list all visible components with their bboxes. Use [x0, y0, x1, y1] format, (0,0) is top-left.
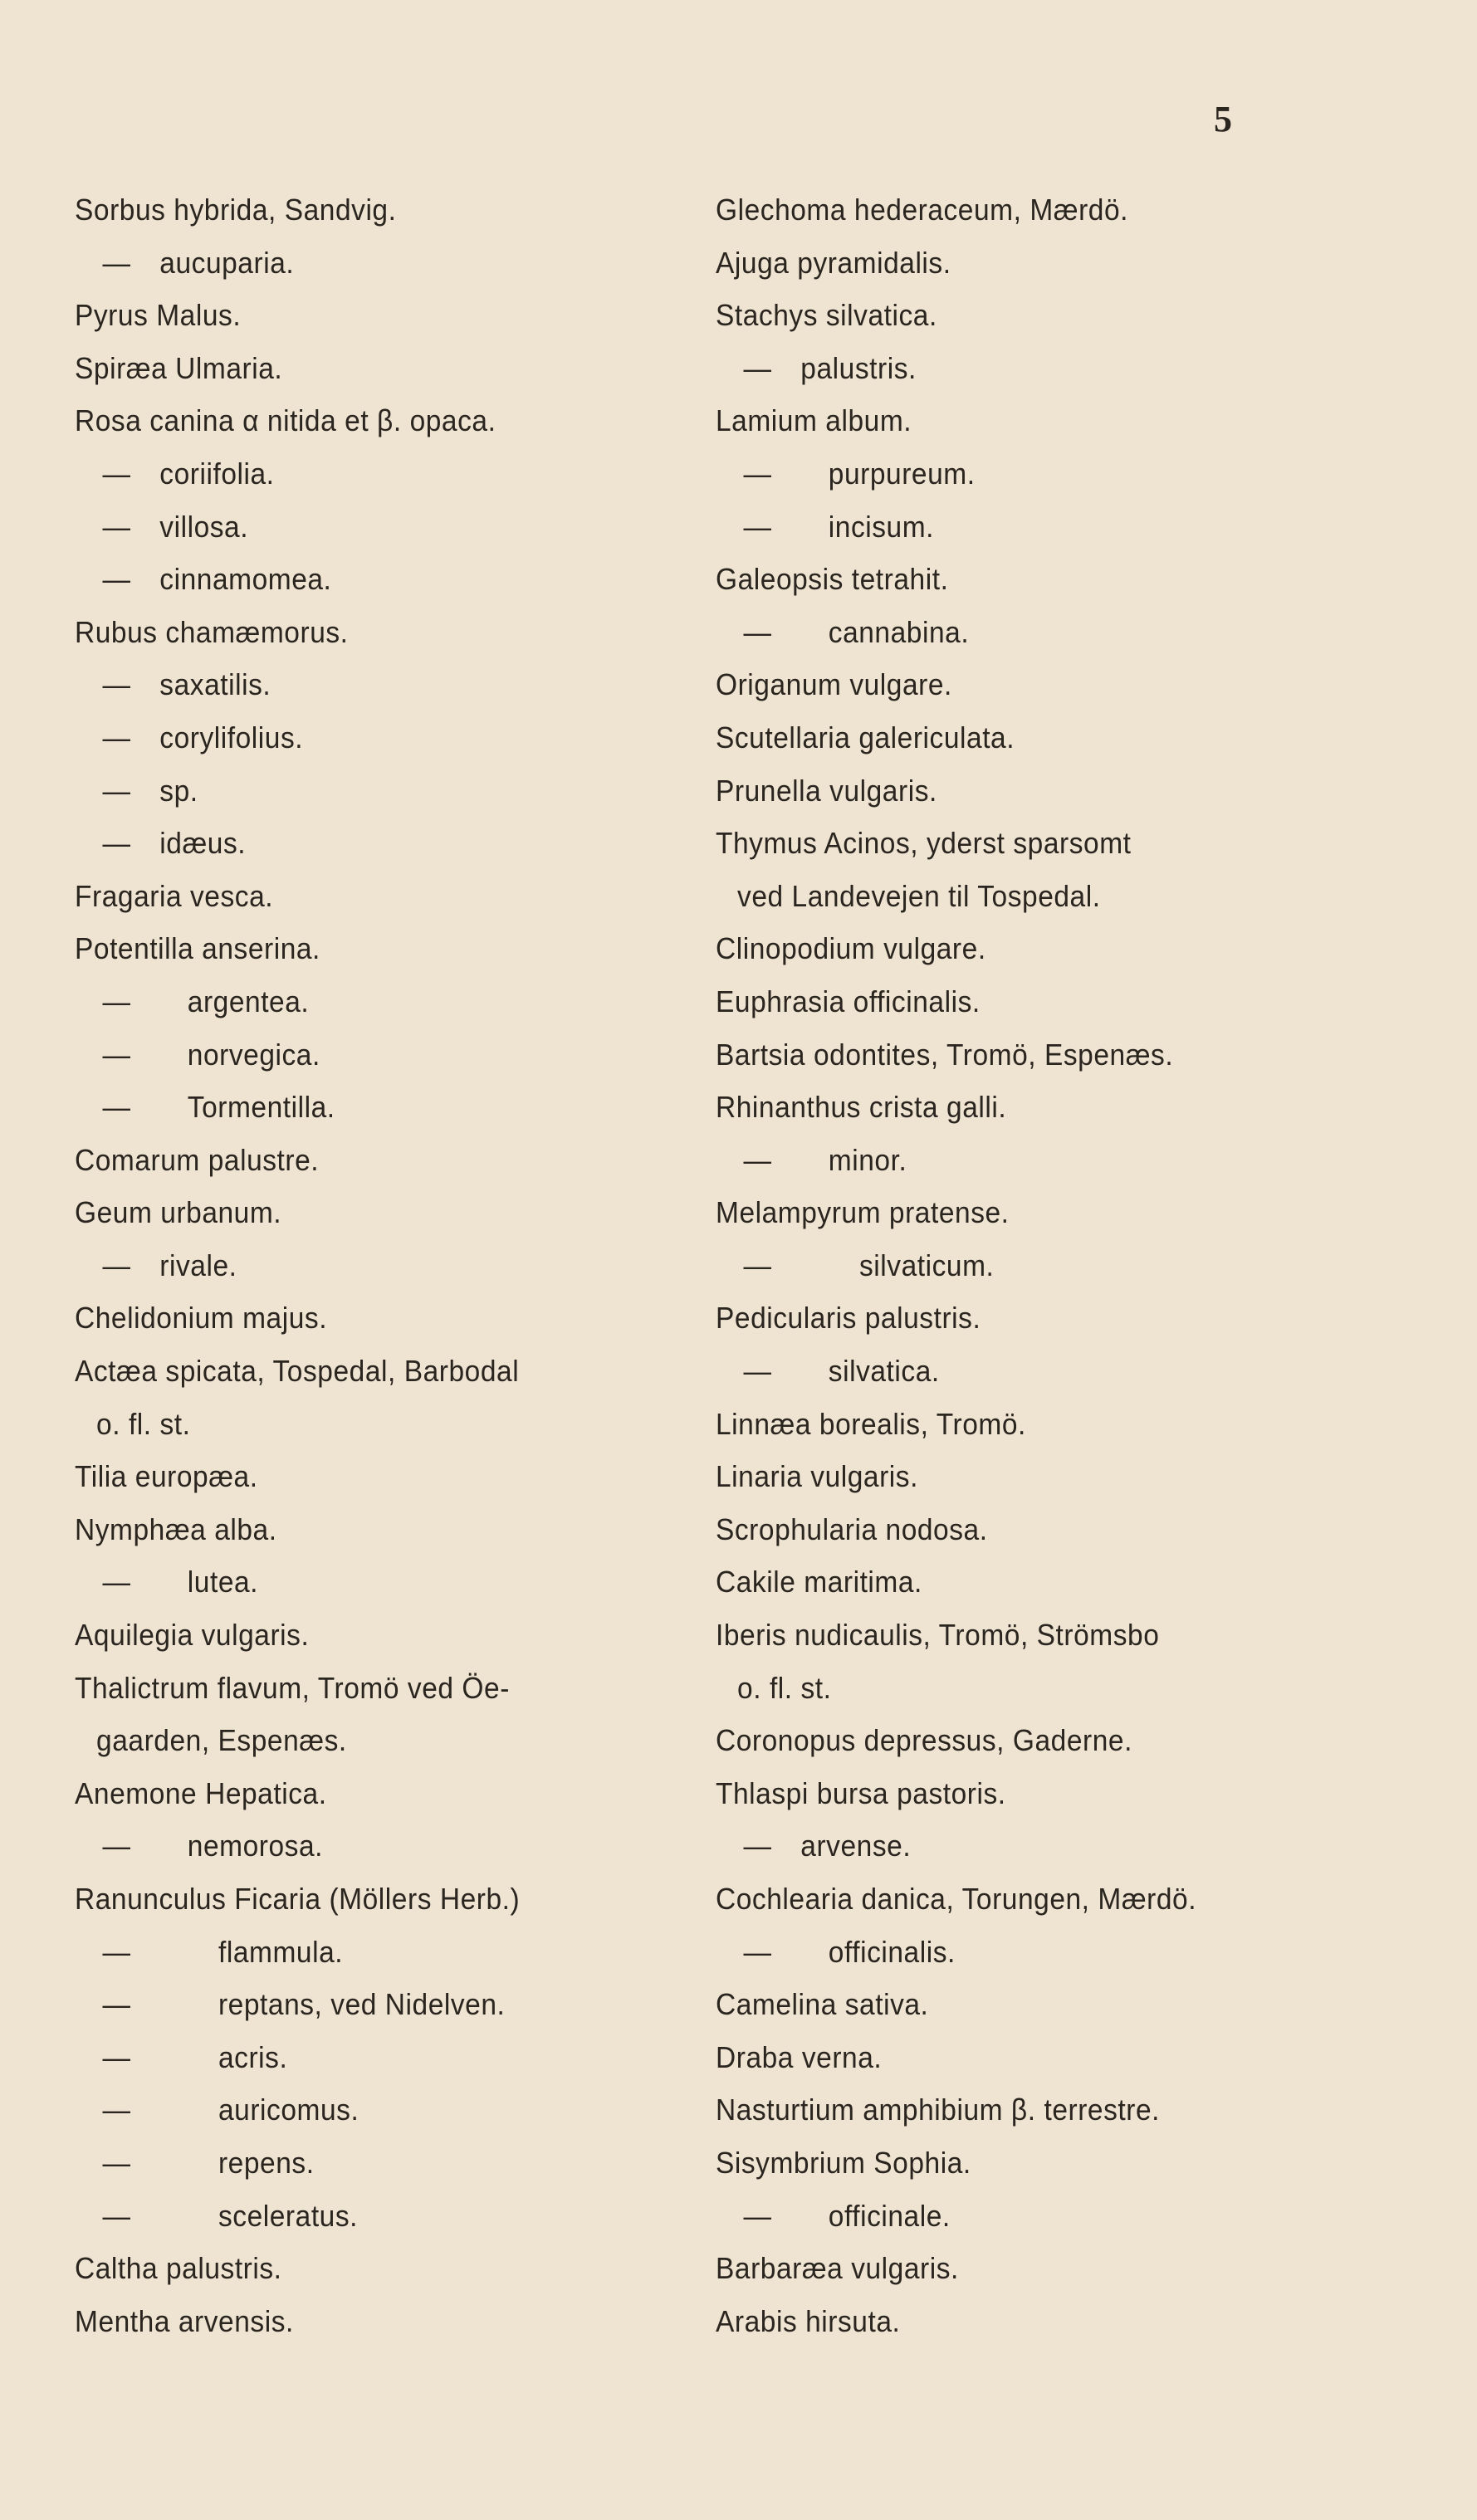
species-entry: [75, 658, 662, 711]
species-name: Ranunculus Ficaria (Möllers Herb.): [75, 1882, 521, 1916]
species-name: Thymus Acinos, yderst sparsomt: [716, 826, 1132, 861]
species-name: Iberis nudicaulis, Tromö, Strömsbo: [716, 1618, 1160, 1653]
species-entry: [75, 2083, 662, 2137]
species-entry: [75, 1767, 662, 1820]
species-entry: [716, 447, 1380, 501]
species-entry: [75, 1555, 662, 1609]
species-entry: [716, 1398, 1380, 1451]
species-name: Scutellaria galericulata.: [716, 720, 1015, 755]
species-entry: [75, 1819, 662, 1873]
ditto-dash: —: [102, 2198, 131, 2233]
species-name: Sisymbrium Sophia.: [716, 2145, 971, 2180]
species-entry: [75, 1345, 662, 1398]
species-name: Cochlearia danica, Torungen, Mærdö.: [716, 1882, 1197, 1916]
species-name: Glechoma hederaceum, Mærdö.: [716, 193, 1129, 227]
species-name: Ajuga pyramidalis.: [716, 245, 951, 280]
species-entry: [716, 1662, 1380, 1715]
species-entry: [716, 1926, 1380, 1979]
species-name: Bartsia odontites, Tromö, Espenæs.: [716, 1037, 1174, 1072]
species-entry: [716, 922, 1380, 975]
species-name: arvense.: [800, 1829, 912, 1863]
species-entry: [75, 764, 662, 818]
species-name: cinnamomea.: [159, 562, 332, 597]
ditto-dash: —: [743, 2198, 772, 2233]
species-name: auricomus.: [218, 2093, 359, 2127]
species-entry: [716, 1767, 1380, 1820]
species-name: Geum urbanum.: [75, 1195, 282, 1230]
species-entry: [75, 1503, 662, 1556]
species-entry: [75, 1081, 662, 1134]
species-entry: [716, 1819, 1380, 1873]
species-entry: [716, 1555, 1380, 1609]
species-entry: [75, 1292, 662, 1345]
species-name: sp.: [159, 773, 198, 808]
species-entry: [716, 658, 1380, 711]
species-name: gaarden, Espenæs.: [96, 1723, 347, 1758]
species-name: Pedicularis palustris.: [716, 1301, 981, 1336]
species-name: rivale.: [159, 1248, 237, 1282]
species-name: norvegica.: [187, 1037, 320, 1072]
right-column: [716, 183, 1430, 2347]
species-name: Rubus chamæmorus.: [75, 614, 349, 649]
species-entry: [75, 922, 662, 975]
species-entry: [716, 2190, 1380, 2243]
ditto-dash: —: [102, 562, 131, 597]
species-entry: [716, 1503, 1380, 1556]
species-name: Stachys silvatica.: [716, 298, 937, 333]
species-name: Lamium album.: [716, 403, 912, 438]
species-entry: [75, 1186, 662, 1239]
species-name: o. fl. st.: [96, 1406, 191, 1441]
ditto-dash: —: [102, 509, 131, 544]
species-entry: [716, 1873, 1380, 1926]
species-name: cannabina.: [828, 614, 970, 649]
ditto-dash: —: [743, 1934, 772, 1969]
species-entry: [75, 1028, 662, 1082]
species-entry: [75, 870, 662, 923]
ditto-dash: —: [102, 456, 131, 491]
ditto-dash: —: [102, 2039, 131, 2074]
ditto-dash: —: [102, 720, 131, 755]
species-entry: [75, 1873, 662, 1926]
species-name: Scrophularia nodosa.: [716, 1512, 988, 1546]
ditto-dash: —: [102, 1037, 131, 1072]
species-name: acris.: [218, 2039, 288, 2074]
species-entry: [75, 553, 662, 606]
species-name: corylifolius.: [159, 720, 304, 755]
species-entry: [75, 606, 662, 659]
species-name: Actæa spicata, Tospedal, Barbodal: [75, 1354, 520, 1389]
species-entry: [75, 1609, 662, 1662]
species-name: o. fl. st.: [737, 1670, 832, 1705]
ditto-dash: —: [743, 509, 772, 544]
species-name: Spiræa Ulmaria.: [75, 350, 283, 385]
species-name: coriifolia.: [159, 456, 275, 491]
species-name: Melampyrum pratense.: [716, 1195, 1010, 1230]
species-entry: [75, 2190, 662, 2243]
species-entry: [716, 606, 1380, 659]
species-entry: [716, 1978, 1380, 2031]
species-entry: [75, 711, 662, 764]
species-name: Galeopsis tetrahit.: [716, 562, 949, 597]
species-entry: [716, 394, 1380, 447]
species-entry: [75, 1978, 662, 2031]
species-entry: [716, 1714, 1380, 1767]
species-entry: [75, 1450, 662, 1503]
ditto-dash: —: [743, 614, 772, 649]
species-name: idæus.: [159, 826, 247, 861]
species-entry: [716, 975, 1380, 1028]
species-entry: [75, 1134, 662, 1187]
species-name: Anemone Hepatica.: [75, 1775, 327, 1810]
species-name: minor.: [828, 1142, 907, 1177]
species-name: Thalictrum flavum, Tromö ved Öe-: [75, 1670, 510, 1705]
page-number: 5: [1214, 99, 1232, 139]
species-name: Tilia europæa.: [75, 1459, 258, 1494]
species-name: incisum.: [828, 509, 935, 544]
species-name: Caltha palustris.: [75, 2251, 282, 2286]
species-entry: [716, 2295, 1380, 2348]
species-name: purpureum.: [828, 456, 976, 491]
species-entry: [716, 1186, 1380, 1239]
ditto-dash: —: [102, 1987, 131, 2022]
species-entry: [75, 2242, 662, 2295]
species-name: Euphrasia officinalis.: [716, 984, 981, 1018]
species-name: Comarum palustre.: [75, 1142, 320, 1177]
species-name: Tormentilla.: [187, 1090, 335, 1125]
species-name: Rhinanthus crista galli.: [716, 1090, 1007, 1125]
species-name: reptans, ved Nidelven.: [218, 1987, 506, 2022]
species-entry: [75, 2295, 662, 2348]
species-name: villosa.: [159, 509, 249, 544]
ditto-dash: —: [102, 826, 131, 861]
species-name: Arabis hirsuta.: [716, 2303, 901, 2338]
species-name: lutea.: [187, 1565, 259, 1599]
species-name: Linaria vulgaris.: [716, 1459, 918, 1494]
species-entry: [716, 2083, 1380, 2137]
species-name: Aquilegia vulgaris.: [75, 1618, 310, 1653]
species-entry: [716, 501, 1380, 554]
species-entry: [75, 1714, 662, 1767]
species-name: sceleratus.: [218, 2198, 359, 2233]
ditto-dash: —: [102, 1829, 131, 1863]
species-name: saxatilis.: [159, 667, 271, 702]
species-entry: [716, 183, 1380, 237]
species-entry: [716, 1028, 1380, 1082]
species-entry: [716, 1609, 1380, 1662]
species-name: Clinopodium vulgare.: [716, 931, 986, 966]
ditto-dash: —: [102, 1934, 131, 1969]
species-entry: [716, 289, 1380, 342]
species-entry: [75, 1398, 662, 1451]
ditto-dash: —: [102, 2145, 131, 2180]
species-entry: [75, 394, 662, 447]
species-entry: [716, 237, 1380, 290]
species-name: officinale.: [828, 2198, 951, 2233]
species-name: Sorbus hybrida, Sandvig.: [75, 193, 397, 227]
species-entry: [75, 2031, 662, 2084]
species-name: Coronopus depressus, Gaderne.: [716, 1723, 1132, 1758]
species-entry: [75, 342, 662, 395]
species-name: Pyrus Malus.: [75, 298, 242, 333]
species-entry: [716, 764, 1380, 818]
species-entry: [716, 1292, 1380, 1345]
species-entry: [716, 1345, 1380, 1398]
species-entry: [716, 1450, 1380, 1503]
species-name: Fragaria vesca.: [75, 878, 274, 913]
species-name: Origanum vulgare.: [716, 667, 952, 702]
species-name: Draba verna.: [716, 2039, 883, 2074]
ditto-dash: —: [102, 1248, 131, 1282]
species-name: nemorosa.: [187, 1829, 323, 1863]
species-entry: [716, 1081, 1380, 1134]
species-entry: [716, 1134, 1380, 1187]
species-entry: [716, 2137, 1380, 2190]
ditto-dash: —: [743, 456, 772, 491]
species-name: aucuparia.: [159, 245, 295, 280]
ditto-dash: —: [743, 1829, 772, 1863]
ditto-dash: —: [102, 245, 131, 280]
ditto-dash: —: [743, 1248, 772, 1282]
left-column: [75, 183, 706, 2347]
species-entry: [716, 711, 1380, 764]
species-entry: [75, 501, 662, 554]
species-name: Cakile maritima.: [716, 1565, 922, 1599]
ditto-dash: —: [102, 2093, 131, 2127]
ditto-dash: —: [102, 773, 131, 808]
ditto-dash: —: [102, 1565, 131, 1599]
species-entry: [75, 1662, 662, 1715]
species-entry: [716, 2242, 1380, 2295]
species-name: Rosa canina α nitida et β. opaca.: [75, 403, 496, 438]
species-name: repens.: [218, 2145, 315, 2180]
species-name: Prunella vulgaris.: [716, 773, 937, 808]
species-entry: [716, 553, 1380, 606]
ditto-dash: —: [743, 1354, 772, 1389]
ditto-dash: —: [743, 1142, 772, 1177]
species-name: officinalis.: [828, 1934, 956, 1969]
ditto-dash: —: [102, 984, 131, 1018]
species-name: Nymphæa alba.: [75, 1512, 277, 1546]
species-entry: [75, 289, 662, 342]
species-name: Camelina sativa.: [716, 1987, 929, 2022]
species-name: argentea.: [187, 984, 310, 1018]
ditto-dash: —: [102, 1090, 131, 1125]
species-entry: [716, 870, 1380, 923]
species-entry: [75, 817, 662, 870]
species-name: Chelidonium majus.: [75, 1301, 328, 1336]
species-name: silvaticum.: [858, 1248, 995, 1282]
species-entry: [716, 2031, 1380, 2084]
species-name: flammula.: [218, 1934, 344, 1969]
species-name: Linnæa borealis, Tromö.: [716, 1406, 1026, 1441]
ditto-dash: —: [102, 667, 131, 702]
species-entry: [716, 1239, 1380, 1292]
species-entry: [75, 1926, 662, 1979]
species-entry: [75, 237, 662, 290]
species-name: Barbaræa vulgaris.: [716, 2251, 959, 2286]
species-name: silvatica.: [828, 1354, 940, 1389]
ditto-dash: —: [743, 350, 772, 385]
species-entry: [75, 1239, 662, 1292]
species-name: palustris.: [800, 350, 917, 385]
species-entry: [716, 817, 1380, 870]
species-name: Thlaspi bursa pastoris.: [716, 1775, 1006, 1810]
species-name: Potentilla anserina.: [75, 931, 320, 966]
species-entry: [75, 447, 662, 501]
species-entry: [716, 342, 1380, 395]
species-name: Nasturtium amphibium β. terrestre.: [716, 2093, 1161, 2127]
species-entry: [75, 2137, 662, 2190]
species-entry: [75, 183, 662, 237]
species-entry: [75, 975, 662, 1028]
species-name: ved Landevejen til Tospedal.: [737, 878, 1101, 913]
species-name: Mentha arvensis.: [75, 2303, 294, 2338]
